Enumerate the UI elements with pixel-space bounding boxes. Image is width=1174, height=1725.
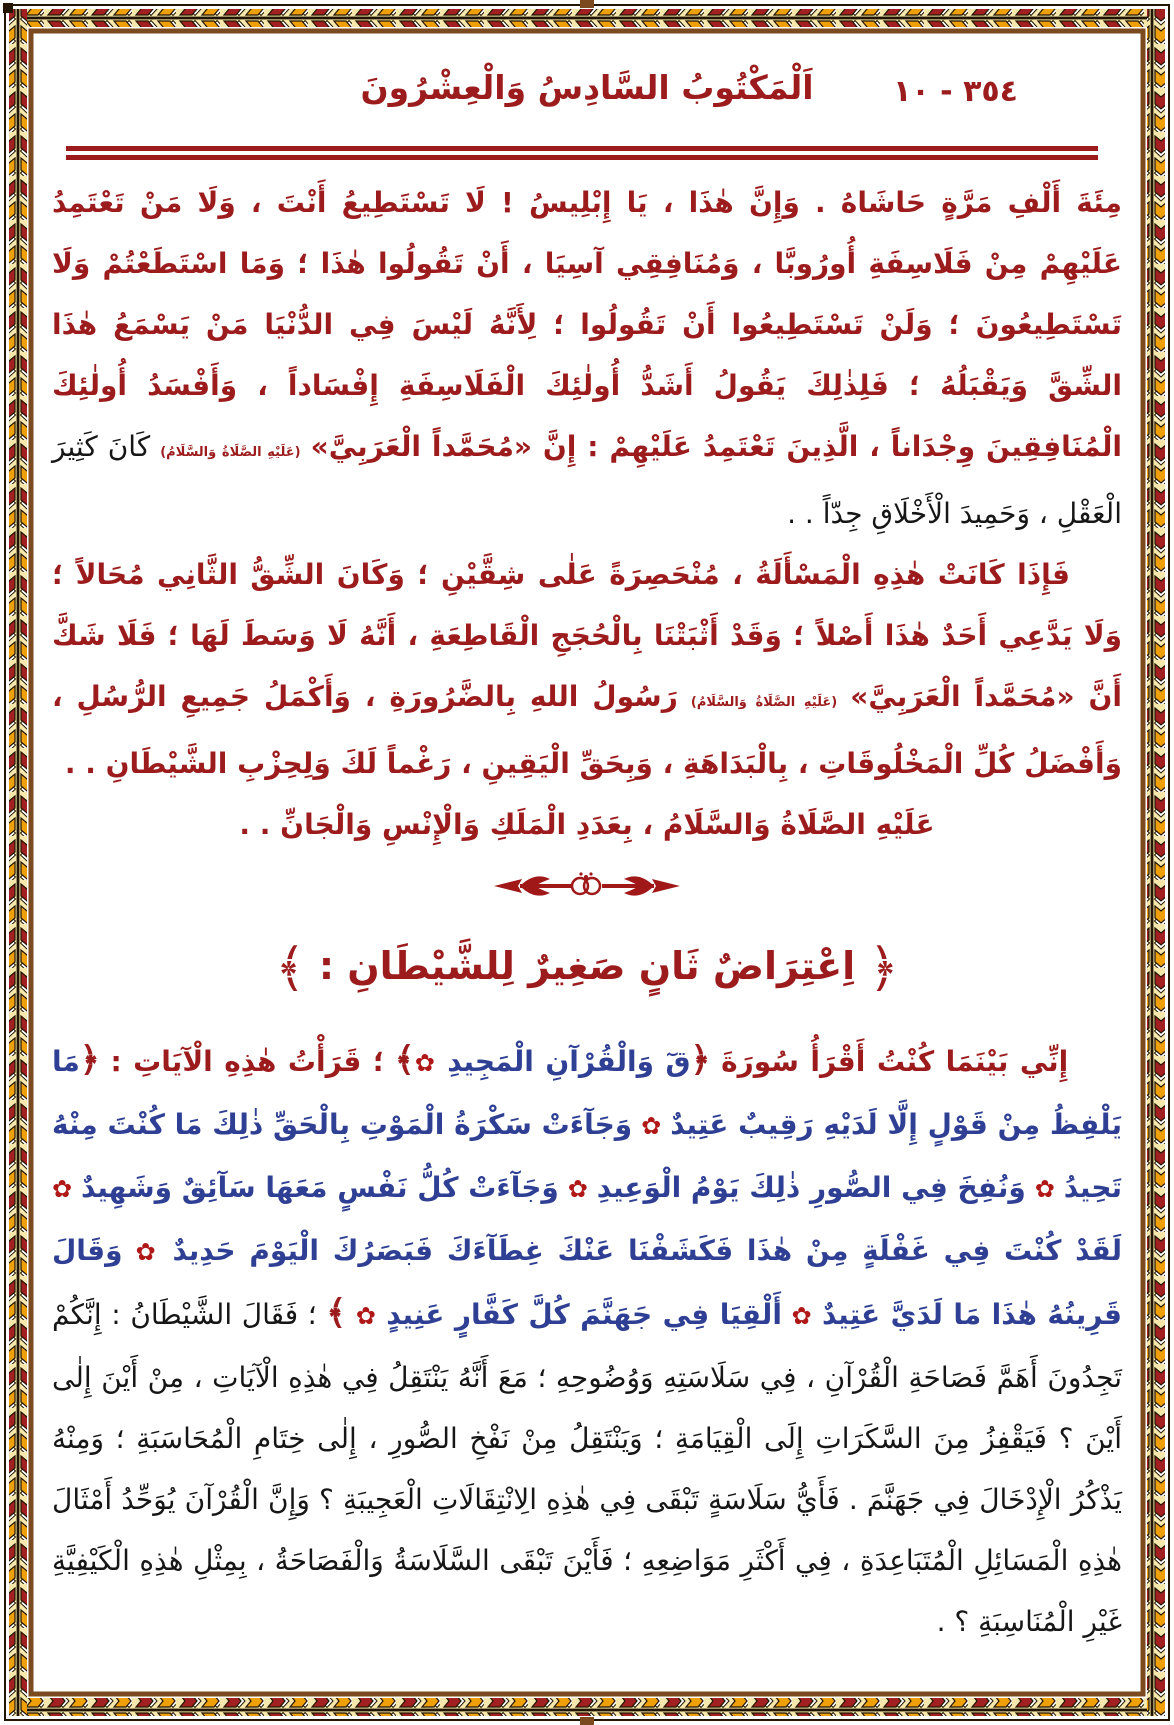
verse-rosette-icon: ✿ (135, 1237, 160, 1266)
quran-verse: وَنُفِخَ فِي الصُّورِ ذٰلِكَ يَوْمُ الْوَعِيدِ (596, 1170, 1026, 1204)
floral-divider-icon (492, 865, 682, 907)
paragraph-2 (52, 544, 1122, 794)
page-content (52, 38, 1122, 1685)
paragraph-3-black-text: ؛ فَقَالَ الشَّيْطَانُ : إِنَّكُمْ تَجِدُونَ أَهَمَّ فَصَاحَةِ الْقُرْآنِ ، فِي سَلَاسَتِهِ وَوُضُوحِهِ ؛ مَعَ أَنَّهُ يَنْتَقِلُ فِي هٰذِهِ الْآيَاتِ ، مِنْ أَيْنَ إِلٰى أَيْنَ ؟ فَيَقْفِزُ مِنَ السَّكَرَاتِ إِلَى الْقِيَامَةِ ؛ وَيَنْتَقِلُ مِنْ نَفْخِ الصُّورِ ، إِلٰى خِتَامِ الْمُحَاسَبَةِ ؛ وَمِنْهُ يَذْكُرُ الْإِدْخَالَ فِي جَهَنَّمَ . فَأَيُّ سَلَاسَةٍ تَبْقَى فِي هٰذِهِ الِانْتِقَالَاتِ الْعَجِيبَةِ ؟ وَإِنَّ الْقُرْآنَ يُوَحِّدُ أَمْثَالَ هٰذِهِ الْمَسَائِلِ الْمُتَبَاعِدَةِ ، فِي أَكْثَرِ مَوَاضِعِهِ ؛ فَأَيْنَ تَبْقَى السَّلَاسَةُ وَالْفَصَاحَةُ ، بِمِثْلِ هٰذِهِ الْكَيْفِيَّةِ غَيْرِ الْمُنَاسِبَةِ ؟ . (52, 1297, 1122, 1638)
floral-divider (52, 865, 1122, 907)
paragraph-1-red-text: مِئَةَ أَلْفِ مَرَّةٍ حَاشَاهُ . وَإِنَّ هٰذَا ، يَا إِبْلِيسُ ! لَا تَسْتَطِيعُ أَنْتَ ، وَلَا مَنْ تَعْتَمِدُ عَلَيْهِمْ مِنْ فَلَاسِفَةِ أُورُوبَّا ، وَمُنَافِقِي آسِيَا ، أَنْ تَقُولُوا هٰذَا ؛ وَمَا اسْتَطَعْتُمْ وَلَا تَسْتَطِيعُونَ ؛ وَلَنْ تَسْتَطِيعُوا أَنْ تَقُولُوا ؛ لِأَنَّهُ لَيْسَ فِي الدُّنْيَا مَنْ يَسْمَعُ هٰذَا الشِّقَّ وَيَقْبَلُهُ ؛ فَلِذٰلِكَ يَقُولُ أَشَدُّ أُولٰئِكَ الْفَلَاسِفَةِ إِفْسَاداً ، وَأَفْسَدُ أُولٰئِكَ الْمُنَافِقِينَ وِجْدَاناً ، الَّذِينَ تَعْتَمِدُ عَلَيْهِمْ : إِنَّ «مُحَمَّداً الْعَرَبِيَّ» (52, 186, 1122, 463)
section-heading (52, 921, 1122, 1014)
verse-rosette-icon: ✿ (791, 1301, 813, 1330)
quran-verse: وَجَآءَتْ كُلُّ نَفْسٍ مَعَهَا سَآئِقٌ وَشَهِيدٌ (81, 1170, 559, 1204)
heading-left-ornament-icon: ﴾ (275, 938, 306, 999)
paragraph-2-red-text-2: رَسُولُ اللهِ بِالضَّرُورَةِ ، وَأَكْمَلُ جَمِيعِ الرُّسُلِ ، وَأَفْضَلُ كُلِّ الْمَخْلُوقَاتِ ، بِالْبَدَاهَةِ ، وَبِحَقِّ الْيَقِينِ ، رَغْماً لَكَ وَلِحِزْبِ الشَّيْطَانِ . . (52, 680, 1122, 780)
quran-close-bracket-icon: ﴾ (394, 1039, 415, 1080)
page-header (52, 38, 1122, 146)
quran-verse: مَا يَلْفِظُ مِنْ قَوْلٍ إِلَّا لَدَيْهِ رَقِيبٌ عَتِيدٌ (52, 1044, 1122, 1141)
narration-intro-1: إِنِّي بَيْنَمَا كُنْتُ أَقْرَأُ سُورَةَ (721, 1044, 1069, 1078)
paragraph-2-red-text-1: فَإِذَا كَانَتْ هٰذِهِ الْمَسْأَلَةُ ، مُنْحَصِرَةً عَلٰى شِقَّيْنِ ؛ وَكَانَ الشِّقُّ الثَّانِي مُحَالاً ؛ وَلَا يَدَّعِي أَحَدٌ هٰذَا أَصْلاً ؛ وَقَدْ أَثْبَتْنَا بِالْحُجَجِ الْقَاطِعَةِ ، أَنَّهُ لَا وَسَطَ لَهَا ؛ فَلَا شَكَّ أَنَّ «مُحَمَّداً الْعَرَبِيَّ» (52, 558, 1123, 713)
quran-verse: وَجَآءَتْ سَكْرَةُ الْمَوْتِ بِالْحَقِّ ذٰلِكَ مَا كُنْتَ مِنْهُ تَحِيدُ (52, 1107, 1123, 1204)
section-heading-text: اِعْتِرَاضٌ ثَانٍ صَغِيرٌ لِلشَّيْطَانِ : (318, 944, 856, 988)
paragraph-1-black-text: كَانَ كَثِيرَ الْعَقْلِ ، وَحَمِيدَ الْأَخْلَاقِ جِدّاً . . (52, 430, 1122, 530)
page-title: اَلْمَكْتُوبُ السَّادِسُ وَالْعِشْرُونَ (360, 68, 814, 107)
double-rule-divider (66, 146, 1098, 160)
verse-rosette-icon: ✿ (52, 1174, 73, 1203)
quran-verse: لَقَدْ كُنْتَ فِي غَفْلَةٍ مِنْ هٰذَا فَكَشَفْنَا عَنْكَ غِطَآءَكَ فَبَصَرُكَ الْيَوْمَ حَدِيدٌ (172, 1233, 1122, 1267)
honorific-stamp: (عَلَيْهِ الصَّلَاةُ وَالسَّلَامُ) (690, 695, 838, 710)
verse-rosette-icon: ✿ (1034, 1174, 1055, 1203)
paragraph-3 (52, 1030, 1122, 1652)
verse-rosette-icon: ✿ (641, 1111, 662, 1140)
heading-right-ornament-icon: ﴿ (868, 938, 899, 999)
sura-qaf-opening: قٓ وَالْقُرْآنِ الْمَجِيدِ (447, 1044, 691, 1078)
quran-close-bracket-icon: ﴾ (326, 1292, 347, 1333)
quran-verse: وَقَالَ قَرِينُهُ هٰذَا مَا لَدَيَّ عَتِيدٌ (52, 1233, 1123, 1331)
narration-intro-2: ؛ قَرَأْتُ هٰذِهِ الْآيَاتِ : (110, 1044, 385, 1078)
quran-verse: أَلْقِيَا فِي جَهَنَّمَ كُلَّ كَفَّارٍ عَنِيدٍ (386, 1297, 782, 1331)
verse-rosette-icon: ✿ (414, 1048, 437, 1077)
verse-rosette-icon: ✿ (355, 1301, 377, 1330)
quran-open-bracket-icon: ﴿ (690, 1039, 711, 1080)
quran-open-bracket-icon: ﴿ (79, 1039, 100, 1080)
body-text (52, 172, 1122, 1652)
page-number: ٣٥٤ - ١٠ (893, 74, 1018, 109)
verse-rosette-icon: ✿ (567, 1174, 588, 1203)
salutation-line: عَلَيْهِ الصَّلَاةُ وَالسَّلَامُ ، بِعَدَدِ الْمَلَكِ وَالْإِنْسِ وَالْجَانِّ . . (239, 808, 935, 841)
paragraph-1 (52, 172, 1122, 544)
honorific-stamp: (عَلَيْهِ الصَّلَاةُ وَالسَّلَامُ) (160, 445, 301, 460)
